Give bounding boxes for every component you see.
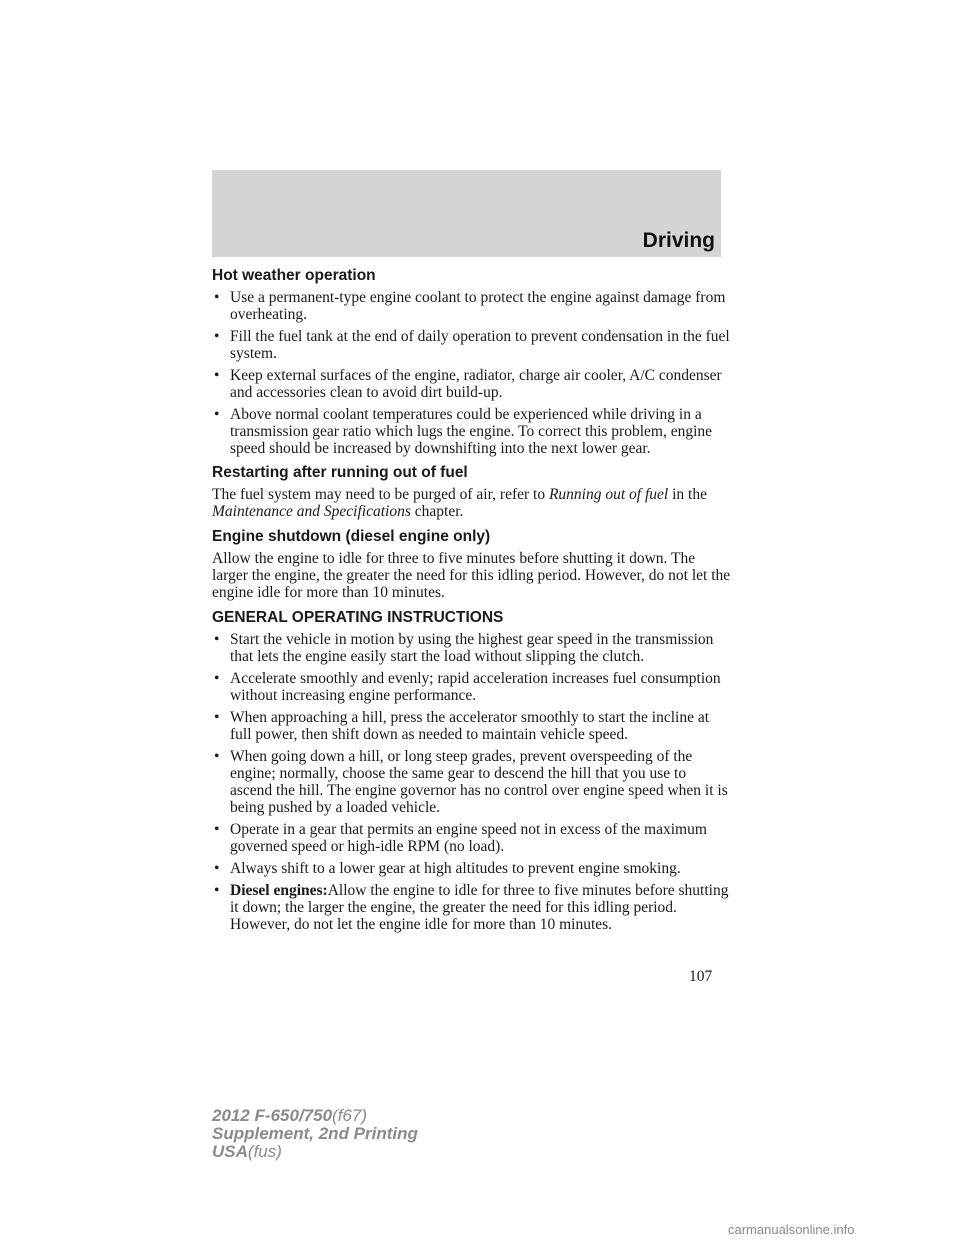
footer-edition-info: 2012 F-650/750(f67) Supplement, 2nd Printing USA(fus) <box>212 1106 418 1161</box>
heading-engine-shutdown: Engine shutdown (diesel engine only) <box>212 528 491 545</box>
diesel-lead: Diesel engines: <box>230 882 328 899</box>
heading-hot-weather: Hot weather operation <box>212 267 376 284</box>
list-item: • When approaching a hill, press the accelerator smoothly to start the incline at full power, then shift down as needed to maintain vehicle speed. <box>214 709 710 743</box>
bullet-icon: • <box>214 367 220 384</box>
list-item: • Use a permanent-type engine coolant to protect the engine against damage from overheating. <box>214 289 726 323</box>
section-title: Driving <box>642 229 715 252</box>
bullet-icon: • <box>214 821 220 838</box>
list-item: • Fill the fuel tank at the end of daily operation to prevent condensation in the fuel system. <box>214 328 730 362</box>
list-item: • Operate in a gear that permits an engine speed not in excess of the maximum governed speed or high-idle RPM (no load). <box>214 821 707 855</box>
general-instructions-list <box>212 631 732 933</box>
section-header-band <box>212 170 721 257</box>
bullet-icon: • <box>214 860 220 877</box>
page-content <box>212 266 732 939</box>
list-item: • Diesel engines:Allow the engine to idle for three to five minutes before shutting it down; the larger the engine, the greater the need for this idling period. However, do not let the engine idle for more than 10 minutes. <box>214 882 729 933</box>
cross-reference-running-out: Running out of fuel <box>548 486 669 503</box>
list-item: • When going down a hill, or long steep grades, prevent overspeeding of the engine; normally, choose the same gear to descend the hill that you use to ascend the hill. The engine governor has no control over engine speed when it is being pushed by a loaded vehicle. <box>214 748 728 816</box>
bullet-icon: • <box>214 748 220 765</box>
list-item: • Start the vehicle in motion by using the highest gear speed in the transmission that lets the engine easily start the load without slipping the clutch. <box>214 631 714 665</box>
watermark: carmanualsonline.info <box>728 1222 855 1237</box>
bullet-icon: • <box>214 882 220 899</box>
bullet-icon: • <box>214 328 220 345</box>
cross-reference-maintenance: Maintenance and Specifications <box>212 503 411 520</box>
hot-weather-list <box>212 289 732 457</box>
bullet-icon: • <box>214 289 220 306</box>
list-item: • Always shift to a lower gear at high altitudes to prevent engine smoking. <box>214 860 681 877</box>
heading-restarting: Restarting after running out of fuel <box>212 464 468 481</box>
bullet-icon: • <box>214 709 220 726</box>
list-item: • Accelerate smoothly and evenly; rapid acceleration increases fuel consumption without increasing engine performance. <box>214 670 721 704</box>
list-item: • Above normal coolant temperatures could be experienced while driving in a transmission gear ratio which lugs the engine. To correct this problem, engine speed should be increased by downshifting into the next lower gear. <box>214 406 713 457</box>
bullet-icon: • <box>214 631 220 648</box>
heading-general-instructions: GENERAL OPERATING INSTRUCTIONS <box>212 609 504 626</box>
bullet-icon: • <box>214 670 220 687</box>
shutdown-paragraph: Allow the engine to idle for three to five minutes before shutting it down. The larger the engine, the greater the need for this idling period. However, do not let the engine idle for more than 10 minutes. <box>212 550 731 601</box>
restart-paragraph: The fuel system may need to be purged of air, refer to Running out of fuel in the Maintenance and Specifications chapter. <box>212 486 707 520</box>
page-number: 107 <box>689 968 713 985</box>
bullet-icon: • <box>214 406 220 423</box>
list-item: • Keep external surfaces of the engine, radiator, charge air cooler, A/C condenser and accessories clean to avoid dirt build-up. <box>214 367 722 401</box>
